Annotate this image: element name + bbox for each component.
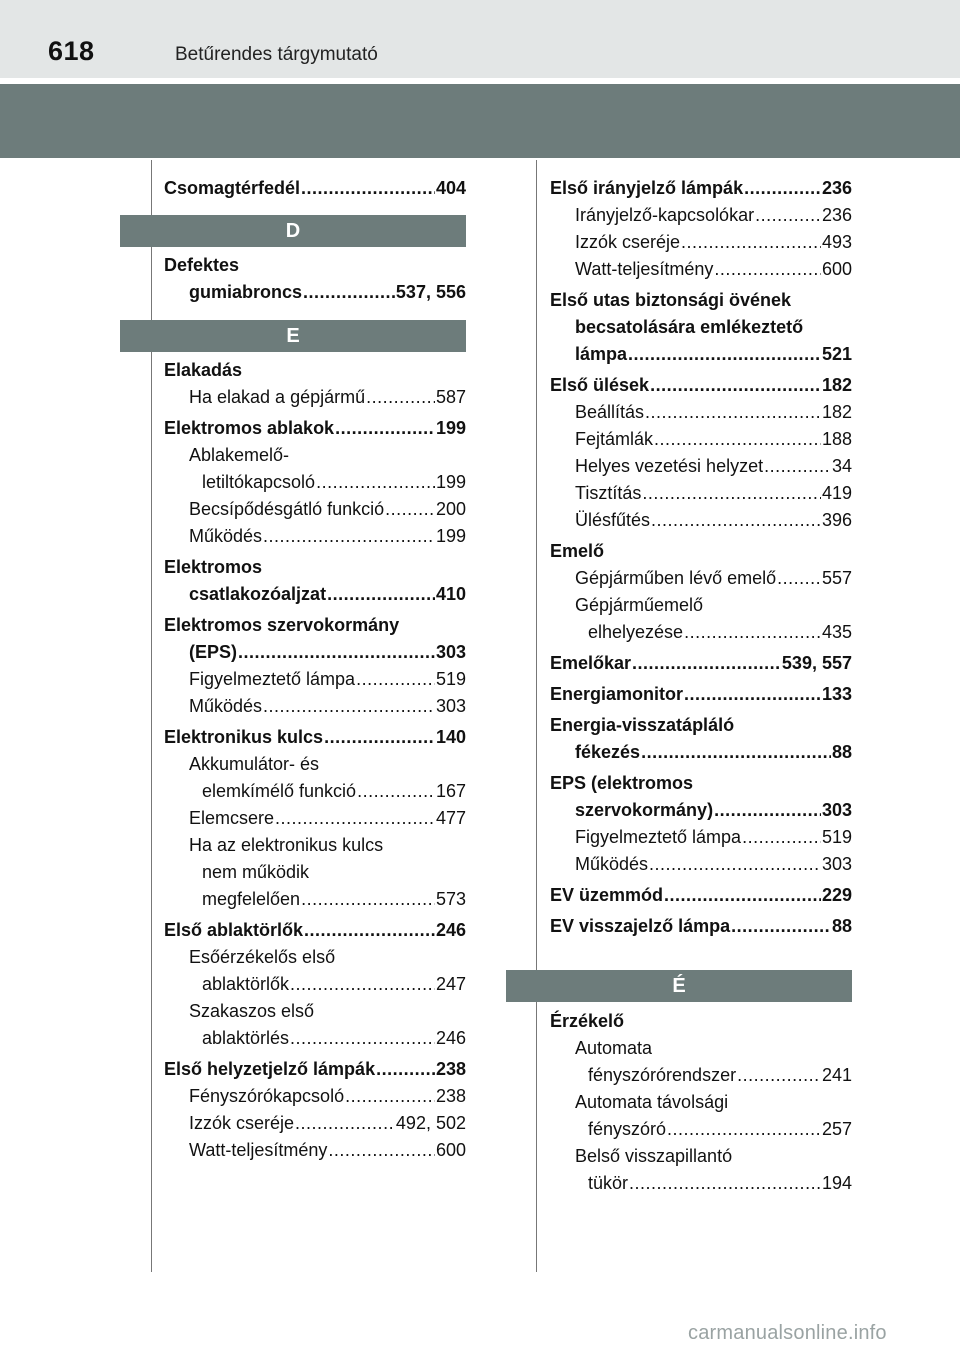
index-subentry: Akkumulátor- és bbox=[189, 754, 320, 774]
index-subentry: Automata távolsági bbox=[575, 1092, 729, 1112]
index-entry: Energiamonitor ..... 133 bbox=[550, 681, 852, 708]
index-subentry: Ha az elektronikus kulcs bbox=[189, 835, 384, 855]
index-entry: Elektromos szervokormány bbox=[164, 615, 400, 635]
index-entry: Elektronikus kulcs ..... 140 bbox=[164, 724, 466, 751]
index-entry-cont: csatlakozóaljzat ..... 410 bbox=[164, 581, 466, 608]
header-band bbox=[0, 84, 960, 158]
index-subentry: Irányjelző-kapcsolókar ..... 236 bbox=[550, 202, 852, 229]
index-subentry-cont: fényszóró ..... 257 bbox=[550, 1116, 852, 1143]
page-number: 618 bbox=[48, 36, 95, 66]
index-subentry: Működés ..... 199 bbox=[164, 523, 466, 550]
index-entry: Első ablaktörlők ..... 246 bbox=[164, 917, 466, 944]
index-entry: Csomagtérfedél ..... 404 bbox=[164, 175, 466, 202]
index-subentry: Automata bbox=[575, 1038, 653, 1058]
watermark-text: carmanualsonline.info bbox=[688, 1322, 887, 1344]
index-subentry-cont: megfelelően ..... 573 bbox=[164, 886, 466, 913]
index-entry: EV üzemmód ..... 229 bbox=[550, 882, 852, 909]
section-header-e-acute: É bbox=[506, 970, 852, 1002]
index-entry: Első ülések ..... 182 bbox=[550, 372, 852, 399]
index-subentry: Watt-teljesítmény ..... 600 bbox=[164, 1137, 466, 1164]
index-subentry: Ablakemelő- bbox=[189, 445, 290, 465]
top-header-bar bbox=[0, 0, 960, 78]
index-column-left bbox=[164, 175, 466, 1164]
index-subentry-cont: nem működik bbox=[202, 862, 310, 882]
index-subentry: Gépjárműben lévő emelő ..... 557 bbox=[550, 565, 852, 592]
index-entry: Elektromos bbox=[164, 557, 263, 577]
index-subentry-cont: tükör ..... 194 bbox=[550, 1170, 852, 1197]
index-entry: Első irányjelző lámpák ..... 236 bbox=[550, 175, 852, 202]
index-entry: Emelő bbox=[550, 541, 605, 561]
index-subentry: Izzók cseréje ..... 492, 502 bbox=[164, 1110, 466, 1137]
index-entry: Emelőkar ..... 539, 557 bbox=[550, 650, 852, 677]
index-subentry: Szakaszos első bbox=[189, 1001, 315, 1021]
index-subentry: Beállítás ..... 182 bbox=[550, 399, 852, 426]
section-header-e: E bbox=[120, 320, 466, 352]
index-subentry-cont: elemkímélő funkció ..... 167 bbox=[164, 778, 466, 805]
index-subentry-cont: elhelyezése ..... 435 bbox=[550, 619, 852, 646]
index-subentry-cont: ablaktörlők ..... 247 bbox=[164, 971, 466, 998]
index-entry-cont: (EPS) ..... 303 bbox=[164, 639, 466, 666]
index-entry: EPS (elektromos bbox=[550, 773, 694, 793]
index-entry-cont: fékezés ..... 88 bbox=[550, 739, 852, 766]
index-entry: Első helyzetjelző lámpák ..... 238 bbox=[164, 1056, 466, 1083]
index-entry: EV visszajelző lámpa ..... 88 bbox=[550, 913, 852, 940]
index-entry: Elektromos ablakok ..... 199 bbox=[164, 415, 466, 442]
index-subentry: Működés ..... 303 bbox=[550, 851, 852, 878]
index-subentry: Figyelmeztető lámpa ..... 519 bbox=[164, 666, 466, 693]
index-subentry: Belső visszapillantó bbox=[575, 1146, 733, 1166]
index-entry-cont: lámpa ..... 521 bbox=[550, 341, 852, 368]
index-entry: Elakadás bbox=[164, 360, 243, 380]
index-subentry: Fényszórókapcsoló ..... 238 bbox=[164, 1083, 466, 1110]
index-subentry: Esőérzékelős első bbox=[189, 947, 336, 967]
index-subentry: Gépjárműemelő bbox=[575, 595, 704, 615]
index-subentry: Tisztítás ..... 419 bbox=[550, 480, 852, 507]
index-subentry: Fejtámlák ..... 188 bbox=[550, 426, 852, 453]
index-subentry: Elemcsere ..... 477 bbox=[164, 805, 466, 832]
index-subentry: Figyelmeztető lámpa ..... 519 bbox=[550, 824, 852, 851]
index-entry: Érzékelő bbox=[550, 1011, 625, 1031]
index-entry: Első utas biztonsági övének bbox=[550, 290, 792, 310]
index-subentry: Működés ..... 303 bbox=[164, 693, 466, 720]
middle-column-rule bbox=[536, 160, 537, 1272]
index-subentry-cont: letiltókapcsoló ..... 199 bbox=[164, 469, 466, 496]
index-subentry-cont: fényszórórendszer ..... 241 bbox=[550, 1062, 852, 1089]
index-subentry: Becsípődésgátló funkció ..... 200 bbox=[164, 496, 466, 523]
index-entry-cont: becsatolására emlékeztető bbox=[575, 317, 804, 337]
index-entry: Defektes bbox=[164, 255, 240, 275]
index-subentry: Watt-teljesítmény ..... 600 bbox=[550, 256, 852, 283]
index-column-right bbox=[550, 175, 852, 1197]
index-entry-cont: gumiabroncs ..... 537, 556 bbox=[164, 279, 466, 306]
index-subentry: Ülésfűtés ..... 396 bbox=[550, 507, 852, 534]
section-header-d: D bbox=[120, 215, 466, 247]
index-subentry: Izzók cseréje ..... 493 bbox=[550, 229, 852, 256]
page-title: Betűrendes tárgymutató bbox=[175, 44, 378, 65]
index-subentry-cont: ablaktörlés ..... 246 bbox=[164, 1025, 466, 1052]
index-subentry: Helyes vezetési helyzet ..... 34 bbox=[550, 453, 852, 480]
index-subentry: Ha elakad a gépjármű ..... 587 bbox=[164, 384, 466, 411]
index-entry: Energia-visszatápláló bbox=[550, 715, 735, 735]
index-entry-cont: szervokormány) ..... 303 bbox=[550, 797, 852, 824]
